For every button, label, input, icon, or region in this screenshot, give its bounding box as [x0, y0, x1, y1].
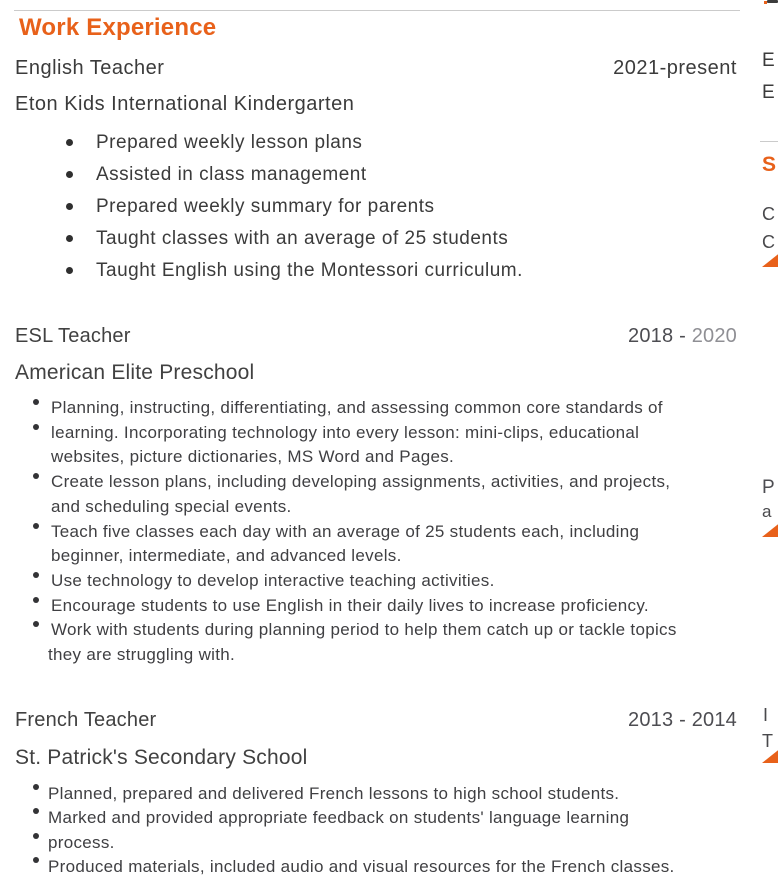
bullet-line: Produced materials, included audio and visual resources for the French classes. [48, 855, 675, 879]
bullet-line: Prepared weekly lesson plans [96, 127, 523, 159]
section-divider [14, 10, 740, 11]
job-date-end: 2020 [691, 325, 737, 347]
skill-level-triangle-icon [762, 251, 778, 267]
job-header-row [15, 709, 737, 732]
skill-level-triangle-icon [762, 521, 778, 537]
wrapped-line: and scheduling special events. [51, 496, 292, 516]
job-date [628, 325, 737, 348]
clipped-text-fragment: I [763, 705, 769, 725]
bullet-line: Assisted in class management [96, 159, 523, 191]
job-date: 2021-present [613, 57, 737, 79]
section-divider [760, 141, 778, 142]
job-organization: American Elite Preschool [15, 361, 255, 384]
bullet-line: process. [48, 831, 675, 855]
clipped-glyph-fragment [767, 0, 778, 3]
wrapped-line: websites, picture dictionaries, MS Word and Pages. [51, 447, 455, 467]
wrapped-line: they are struggling with. [48, 645, 236, 665]
job-header-row [15, 325, 737, 348]
skill-level-triangle-icon [762, 747, 778, 763]
bullet-line: Taught classes with an average of 25 students [96, 223, 523, 255]
job-title: ESL Teacher [15, 325, 131, 347]
job-bullet-list [48, 396, 677, 668]
bullet-line: Taught English using the Montessori curriculum. [96, 255, 523, 287]
job-date: 2013 - 2014 [628, 709, 737, 731]
clipped-text-fragment: C [762, 232, 775, 252]
bullet-line: Planned, prepared and delivered French lessons to high school students. [48, 782, 675, 806]
work-experience-heading: Work Experience [19, 14, 217, 41]
job-title: French Teacher [15, 709, 157, 731]
job-header-row [15, 57, 737, 80]
clipped-text-fragment: a [762, 502, 772, 521]
clipped-section-heading-fragment: S [762, 153, 777, 176]
bullet-line: Marked and provided appropriate feedback on students' language learning [48, 806, 675, 830]
job-bullet-list [48, 782, 675, 880]
bullet-line: Teach five classes each day with an average of 25 students each, including [51, 520, 677, 545]
job-bullet-list [96, 127, 523, 287]
job-organization: St. Patrick's Secondary School [15, 746, 308, 769]
clipped-text-fragment: C [762, 204, 775, 224]
wrapped-line: beginner, intermediate, and advanced levels. [51, 546, 402, 566]
clipped-text-fragment: P [762, 477, 775, 498]
job-organization: Eton Kids International Kindergarten [15, 93, 355, 115]
job-date-start: 2018 - [628, 325, 692, 347]
job-title: English Teacher [15, 57, 165, 79]
bullet-line: Create lesson plans, including developing assignments, activities, and projects, [51, 470, 677, 495]
clipped-text-fragment: E [762, 50, 775, 71]
bullet-line: learning. Incorporating technology into every lesson: mini-clips, educational [51, 421, 677, 446]
bullet-line: Use technology to develop interactive teaching activities. [51, 569, 677, 594]
bullet-line: Planning, instructing, differentiating, and assessing common core standards of [51, 396, 677, 421]
clipped-text-fragment: T [762, 731, 773, 751]
clipped-text-fragment: E [762, 82, 775, 103]
bullet-line: Work with students during planning period to help them catch up or tackle topics [51, 618, 677, 643]
bullet-line: Prepared weekly summary for parents [96, 191, 523, 223]
bullet-line: Encourage students to use English in their daily lives to increase proficiency. [51, 594, 677, 619]
